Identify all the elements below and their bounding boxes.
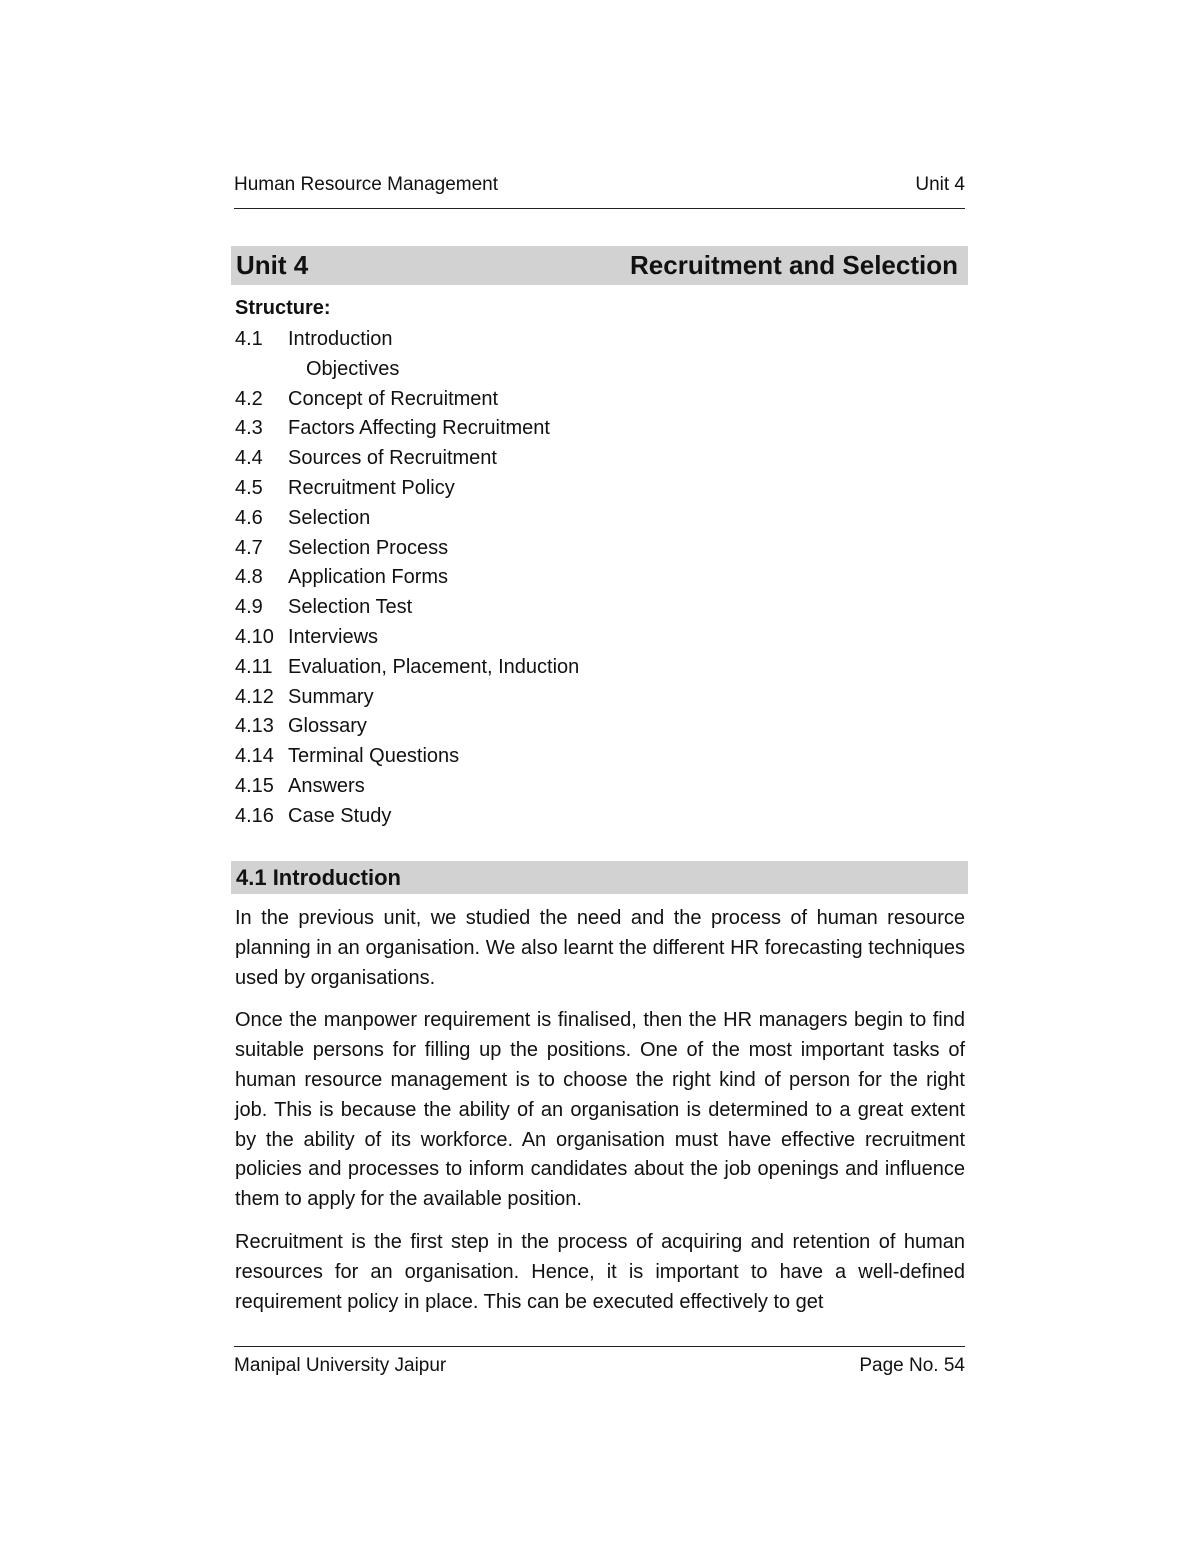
toc-item-title: Factors Affecting Recruitment bbox=[288, 417, 550, 440]
header-course-title: Human Resource Management bbox=[234, 174, 499, 195]
toc-item-number: 4.8 bbox=[235, 566, 263, 589]
toc-item-title: Introduction bbox=[288, 328, 393, 350]
toc-item-number: 4.7 bbox=[235, 536, 263, 559]
body-paragraph: Once the manpower requirement is finalised, then the HR managers begin to find suitable persons for filling up the positions. One of the most important tasks of human resource management is to choose the right kind of person for the right job. This is because the ability of an organisation is determined to a great extent by the ability of its workforce. An organisation must have effective recruitment policies and processes to inform candidates about the job openings and influence them to apply for the available position. bbox=[235, 1009, 965, 1211]
introduction-body bbox=[235, 904, 965, 1330]
toc-item-title: Evaluation, Placement, Induction bbox=[288, 655, 580, 678]
toc-item-number: 4.1 bbox=[235, 328, 263, 350]
toc-item bbox=[235, 563, 579, 593]
unit-title: Recruitment and Selection bbox=[630, 250, 958, 280]
toc-item-number: 4.13 bbox=[235, 715, 274, 738]
toc-item-number: 4.12 bbox=[235, 685, 274, 708]
toc-item bbox=[235, 772, 579, 802]
toc-item bbox=[235, 712, 579, 742]
toc-item bbox=[235, 414, 579, 444]
toc-item-title: Selection Test bbox=[288, 596, 413, 619]
toc-item-title: Summary bbox=[288, 685, 374, 708]
toc-item bbox=[235, 742, 579, 772]
toc-subitem bbox=[235, 355, 579, 385]
toc-item-number: 4.5 bbox=[235, 476, 263, 499]
section-heading-introduction: 4.1 Introduction bbox=[231, 861, 968, 894]
body-paragraph: In the previous unit, we studied the need and the process of human resource planning in an organisation. We also learnt the different HR forecasting techniques used by organisations. bbox=[235, 907, 965, 989]
toc-item-number: 4.14 bbox=[235, 745, 274, 768]
footer-page-number: Page No. 54 bbox=[859, 1355, 965, 1376]
header-unit-label: Unit 4 bbox=[915, 174, 965, 195]
toc-item-number: 4.10 bbox=[235, 625, 274, 648]
toc-item-title: Objectives bbox=[306, 357, 400, 380]
toc-item-number: 4.16 bbox=[235, 804, 274, 827]
toc-item bbox=[235, 385, 579, 415]
toc-item-title: Answers bbox=[288, 774, 365, 797]
toc-item-number: 4.11 bbox=[235, 655, 273, 678]
toc-item-title: Selection bbox=[288, 506, 371, 529]
toc-item-title: Concept of Recruitment bbox=[288, 387, 499, 410]
page-header bbox=[234, 174, 965, 209]
toc-item bbox=[235, 444, 579, 474]
toc-item-title: Terminal Questions bbox=[288, 745, 460, 768]
toc-item-title: Application Forms bbox=[288, 566, 449, 589]
toc-item bbox=[235, 653, 579, 683]
toc-item-number: 4.6 bbox=[235, 506, 263, 529]
toc-item bbox=[235, 623, 579, 653]
toc-item bbox=[235, 534, 579, 564]
toc-item bbox=[235, 683, 579, 713]
body-paragraph: Recruitment is the first step in the process of acquiring and retention of human resources for an organisation. Hence, it is important to have a well-defined requirement policy in place. This can be executed effectively to get bbox=[235, 1230, 965, 1313]
footer-institution: Manipal University Jaipur bbox=[234, 1355, 447, 1376]
toc-item-number: 4.2 bbox=[235, 387, 263, 410]
table-of-contents bbox=[235, 325, 579, 832]
toc-item bbox=[235, 325, 579, 355]
toc-item-title: Interviews bbox=[288, 625, 379, 648]
toc-item-title: Case Study bbox=[288, 804, 392, 827]
toc-item bbox=[235, 802, 579, 832]
toc-item-title: Selection Process bbox=[288, 536, 449, 559]
toc-item-title: Glossary bbox=[288, 715, 367, 738]
toc-item-number: 4.4 bbox=[235, 447, 263, 470]
toc-item bbox=[235, 474, 579, 504]
toc-item-number: 4.15 bbox=[235, 774, 274, 797]
toc-item-title: Sources of Recruitment bbox=[288, 447, 497, 470]
toc-item-number: 4.3 bbox=[235, 417, 263, 440]
toc-item bbox=[235, 593, 579, 623]
structure-heading: Structure: bbox=[235, 297, 331, 319]
unit-label: Unit 4 bbox=[236, 250, 309, 280]
unit-title-bar bbox=[231, 246, 968, 285]
toc-item-title: Recruitment Policy bbox=[288, 476, 455, 499]
page-footer bbox=[234, 1346, 965, 1377]
toc-item-number: 4.9 bbox=[235, 596, 263, 619]
toc-item bbox=[235, 504, 579, 534]
